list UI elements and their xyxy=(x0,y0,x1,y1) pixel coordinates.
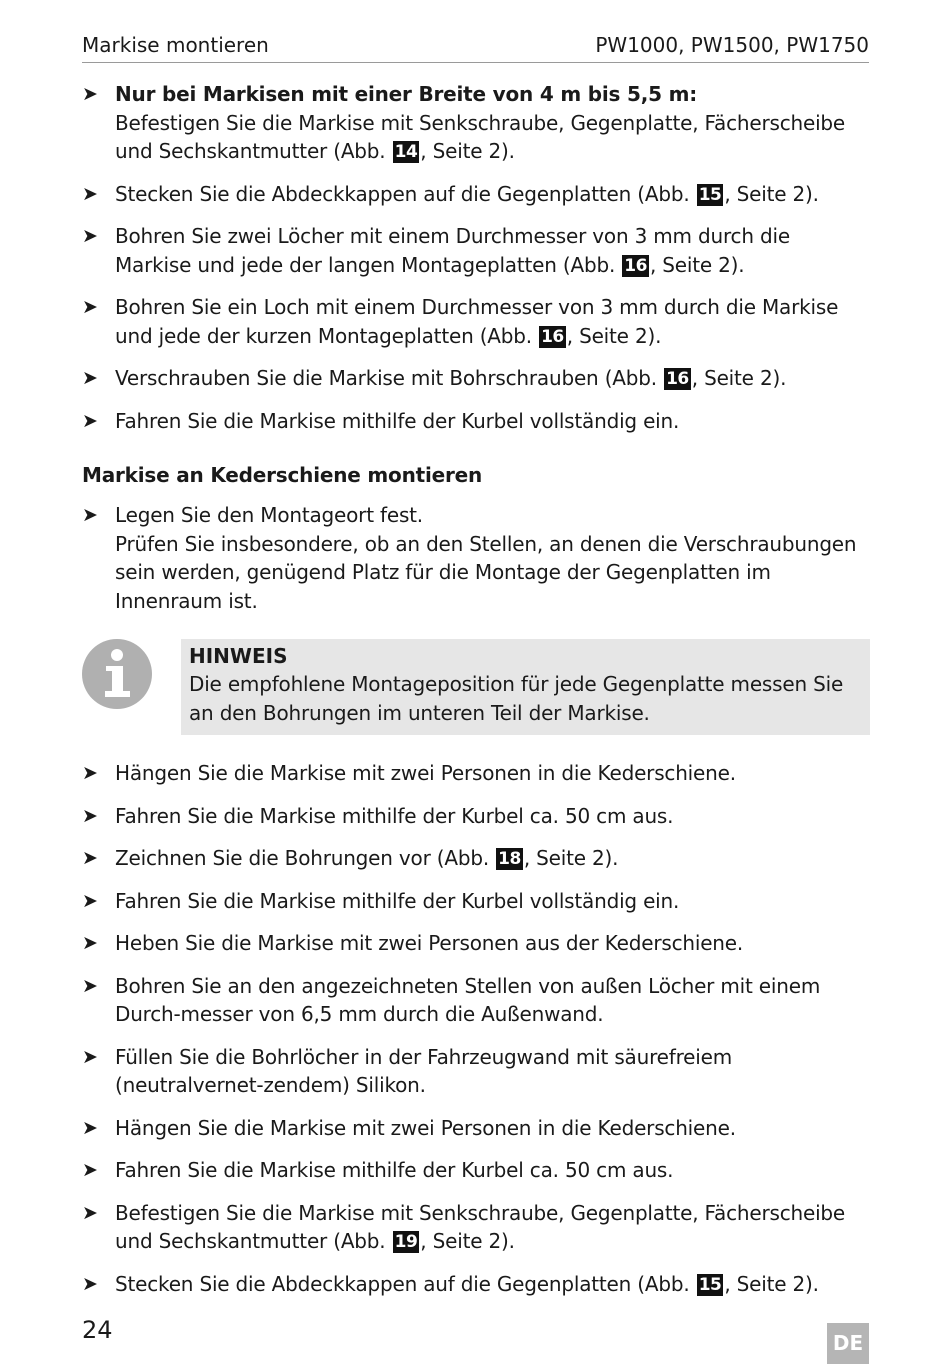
step-text: Zeichnen Sie die Bohrungen vor (Abb. xyxy=(115,846,496,870)
page-header xyxy=(82,30,869,63)
arrow-bullet-icon: ➤ xyxy=(82,974,98,997)
figure-ref: 16 xyxy=(666,369,689,389)
arrow-bullet-icon: ➤ xyxy=(82,847,98,869)
step-text: Stecken Sie die Abdeckkappen auf die Gegenplatten (Abb. xyxy=(115,1271,696,1296)
step-item xyxy=(82,844,872,873)
step-text: Fahren Sie die Markise mithilfe der Kurbel vollständig ein. xyxy=(115,888,680,913)
arrow-bullet-icon: ➤ xyxy=(82,182,98,205)
step-condition: Nur bei Markisen mit einer Breite von 4 m bis 5,5 m: xyxy=(115,82,698,106)
step-text: Hängen Sie die Markise mit zwei Personen in die Kederschiene. xyxy=(115,1115,736,1140)
step-item xyxy=(82,293,872,350)
notice-text: Die empfohlene Montageposition für jede Gegenplatte messen Sie an den Bohrungen im unteren Teil der Markise. xyxy=(189,672,844,725)
arrow-bullet-icon: ➤ xyxy=(82,762,98,784)
info-icon xyxy=(82,639,152,709)
step-text-suffix: , Seite 2). xyxy=(420,139,515,163)
step-item xyxy=(82,1199,872,1256)
step-item xyxy=(82,1156,872,1185)
step-text: Fahren Sie die Markise mithilfe der Kurbel vollständig ein. xyxy=(115,408,680,433)
step-item xyxy=(82,887,872,916)
step-item xyxy=(82,1114,872,1143)
figure-ref: 14 xyxy=(394,142,418,162)
step-text: Fahren Sie die Markise mithilfe der Kurbel ca. 50 cm aus. xyxy=(115,803,674,828)
arrow-bullet-icon: ➤ xyxy=(82,83,98,105)
step-item xyxy=(82,180,872,209)
arrow-bullet-icon: ➤ xyxy=(82,367,98,389)
step-text: Legen Sie den Montageort fest. xyxy=(115,503,423,527)
figure-ref: 16 xyxy=(541,326,564,347)
step-detail: Prüfen Sie insbesondere, ob an den Stellen, an denen die Verschraubungen sein werden, genügend Platz für die Montage der Gegenplatten im Innenraum ist. xyxy=(115,531,857,613)
arrow-bullet-icon: ➤ xyxy=(82,1045,98,1068)
figure-ref: 19 xyxy=(394,1232,418,1252)
arrow-bullet-icon: ➤ xyxy=(82,932,98,954)
step-item xyxy=(82,222,872,279)
section-title: Markise montieren xyxy=(82,33,269,57)
step-text-suffix: , Seite 2). xyxy=(420,1229,515,1253)
step-text: Verschrauben Sie die Markise mit Bohrschrauben (Abb. xyxy=(115,366,664,390)
arrow-bullet-icon: ➤ xyxy=(82,409,98,432)
step-text: Stecken Sie die Abdeckkappen auf die Gegenplatten (Abb. xyxy=(115,181,696,206)
step-item xyxy=(82,802,872,831)
arrow-bullet-icon: ➤ xyxy=(82,296,98,318)
notice-block xyxy=(82,639,872,735)
page-number: 24 xyxy=(82,1316,113,1344)
notice-title: HINWEIS xyxy=(189,644,288,668)
step-text: Heben Sie die Markise mit zwei Personen aus der Kederschiene. xyxy=(115,931,744,955)
step-text: Bohren Sie ein Loch mit einem Durchmesser von 3 mm durch die Markise und jede der kurzen Montageplatten (Abb. xyxy=(115,295,839,348)
language-badge: DE xyxy=(827,1323,869,1364)
arrow-bullet-icon: ➤ xyxy=(82,504,98,526)
step-text-suffix: , Seite 2). xyxy=(724,181,819,206)
step-text-suffix: , Seite 2). xyxy=(724,1271,819,1296)
figure-ref: 18 xyxy=(498,849,521,869)
step-text: Hängen Sie die Markise mit zwei Personen in die Kederschiene. xyxy=(115,761,736,785)
step-item xyxy=(82,759,872,788)
step-text: Bohren Sie zwei Löcher mit einem Durchmesser von 3 mm durch die Markise und jede der langen Montageplatten (Abb. xyxy=(115,224,790,277)
arrow-bullet-icon: ➤ xyxy=(82,889,98,912)
figure-ref: 16 xyxy=(624,255,647,276)
model-list: PW1000, PW1500, PW1750 xyxy=(595,33,869,57)
arrow-bullet-icon: ➤ xyxy=(82,1201,98,1224)
step-text: Befestigen Sie die Markise mit Senkschraube, Gegenplatte, Fächerscheibe und Sechskantmutter (Abb. xyxy=(115,110,846,163)
step-item xyxy=(82,364,872,393)
step-text-suffix: , Seite 2). xyxy=(523,846,619,870)
step-item xyxy=(82,407,872,436)
step-item xyxy=(82,929,872,958)
step-text-suffix: , Seite 2). xyxy=(649,252,745,277)
step-item xyxy=(82,501,872,615)
arrow-bullet-icon: ➤ xyxy=(82,1116,98,1139)
step-item xyxy=(82,80,872,166)
step-text: Fahren Sie die Markise mithilfe der Kurbel ca. 50 cm aus. xyxy=(115,1158,674,1182)
step-item xyxy=(82,1043,872,1100)
arrow-bullet-icon: ➤ xyxy=(82,804,98,827)
arrow-bullet-icon: ➤ xyxy=(82,1272,98,1295)
page-content xyxy=(82,80,872,1312)
step-text-suffix: , Seite 2). xyxy=(691,366,787,390)
figure-ref: 15 xyxy=(698,184,722,205)
arrow-bullet-icon: ➤ xyxy=(82,225,98,247)
step-item xyxy=(82,972,872,1029)
notice-box xyxy=(181,639,870,735)
step-text: Füllen Sie die Bohrlöcher in der Fahrzeugwand mit säurefreiem (neutralvernet-zendem) Silikon. xyxy=(115,1044,733,1097)
figure-ref: 15 xyxy=(698,1274,722,1295)
arrow-bullet-icon: ➤ xyxy=(82,1159,98,1181)
step-text-suffix: , Seite 2). xyxy=(566,323,662,348)
section-heading: Markise an Kederschiene montieren xyxy=(82,463,483,487)
step-item xyxy=(82,1270,872,1299)
step-text: Bohren Sie an den angezeichneten Stellen von außen Löcher mit einem Durch-messer von 6,5 mm durch die Außenwand. xyxy=(115,973,821,1026)
step-text: Befestigen Sie die Markise mit Senkschraube, Gegenplatte, Fächerscheibe und Sechskantmutter (Abb. xyxy=(115,1200,846,1253)
